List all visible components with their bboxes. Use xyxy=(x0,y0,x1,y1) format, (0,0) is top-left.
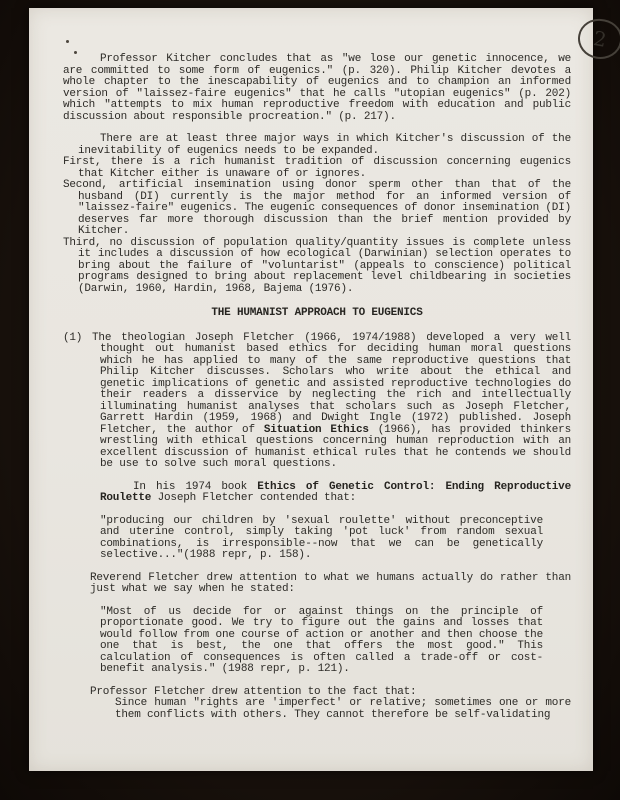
page-number-text: 2 xyxy=(591,26,609,52)
roulette-quote xyxy=(100,516,543,562)
intro-paragraph xyxy=(63,54,571,123)
bold-text: THE HUMANIST APPROACH TO EUGENICS xyxy=(211,307,423,319)
section-heading xyxy=(63,308,571,320)
pen-mark xyxy=(66,40,69,43)
text-segment: Professor Fletcher drew attention to the fact that: xyxy=(90,685,417,698)
text-segment: "producing our children by 'sexual roulette' without preconceptive and uterine control, simply taking 'pot luck' from random sexual combinations, is irresponsible--now that we can be genetically selective..."(1988 repr, p. 158). xyxy=(100,514,543,561)
text-segment: Joseph Fletcher contended that: xyxy=(151,492,357,504)
text-segment: Third, no discussion of population quality/quantity issues is complete unless it includes a discussion of how ecological (Darwinian) selection operates to bring about the failure of "voluntarist" (appeals to conscience) political programs designed to bring about replacement level childbearing in societies (Darwin, 1960, Hardin, 1968, Bajema (1976). xyxy=(63,236,571,295)
proportionate-good-quote xyxy=(100,607,543,676)
text-segment: There are at least three major ways in which Kitcher's discussion of the inevitability of eugenics needs to be expanded. xyxy=(78,133,571,157)
handwritten-page-number xyxy=(575,15,620,62)
third-item xyxy=(63,238,571,296)
text-segment: Second, artificial insemination using donor sperm other than that of the husband (DI) currently is the major method for an informed version of "laissez-faire" eugenics. The eugenic consequences of donor insemination (DI) deserves far more thorough discussion than the brief mention provided by Kitcher. xyxy=(63,179,571,237)
text-segment: In his 1974 book xyxy=(133,480,258,493)
book-intro-paragraph xyxy=(100,482,571,505)
reverend-paragraph xyxy=(90,573,571,596)
text-segment: (1) The theologian Joseph Fletcher (1966, 1974/1988) developed a very well thought out humanist based ethics for deciding human moral questions which he has applied to many of the same reproductive questions that Philip Kitcher discusses. Scholars who write about the ethical and genetic implications of genetic and assisted reproductive technologies do their readers a disservice by neglecting the rich and intellectually illuminating humanist analyses that scholars such as Joseph Fletcher, Garrett Hardin (1959, 1968) and Dwight Ingle (1972) published. Joseph Fletcher, the author of xyxy=(63,331,571,436)
text-segment: Reverend Fletcher drew attention to what we humans actually do rather than just what we say when he stated: xyxy=(90,571,571,595)
paper-sheet xyxy=(29,8,609,771)
first-item xyxy=(63,157,571,180)
text-segment: (1966), has provided thinkers wrestling with ethical questions concerning human reproduction with an excellent discussion of humanist ethical rules that he contends we should be use to solve such moral questions. xyxy=(100,423,571,470)
three-ways-paragraph xyxy=(63,134,571,157)
document-body xyxy=(63,54,571,721)
text-segment: Professor Kitcher concludes that as "we lose our genetic innocence, we are committed to some form of eugenics." (p. 320). Philip Kitcher devotes a whole chapter to the inescapability of eugenics and to champion an informed version of "laissez-faire eugenics" that he calls "utopian eugenics" (p. 202) which "attempts to mix human reproductive freedom with education and public discussion about responsible procreation." (p. 217). xyxy=(63,53,571,123)
text-segment: Since human "rights are 'imperfect' or relative; sometimes one or more them conflicts with others. They cannot therefore be self-validating xyxy=(115,697,571,721)
second-item xyxy=(63,180,571,238)
text-segment: "Most of us decide for or against things on the principle of proportionate good. We try to figure out the gains and losses that would follow from one course of action or another and then choose the one that is best, the one that offers the most good." This calculation of consequences is often called a trade-off or cost-benefit analysis." (1988 repr, p. 121). xyxy=(100,605,543,675)
text-segment: First, there is a rich humanist tradition of discussion concerning eugenics that Kitcher either is unaware of or ignores. xyxy=(63,156,571,180)
bold-text: Situation Ethics xyxy=(263,423,369,436)
rights-paragraph xyxy=(115,698,571,721)
bold-text: Ethics of Genetic Control: Ending Reproductive Roulette xyxy=(100,480,571,504)
fletcher-paragraph xyxy=(63,333,571,471)
